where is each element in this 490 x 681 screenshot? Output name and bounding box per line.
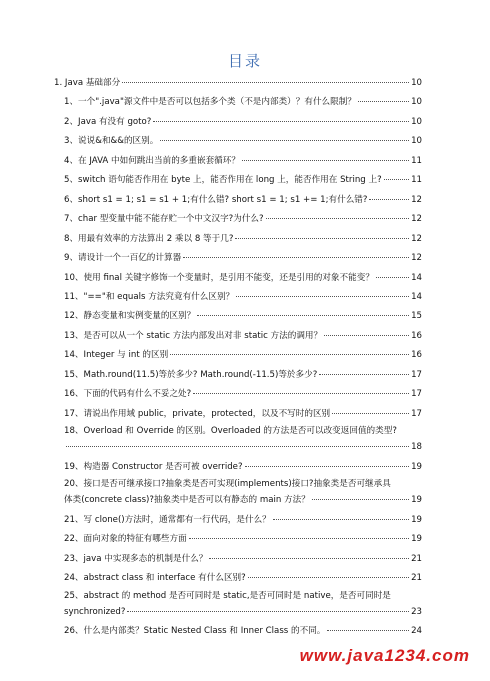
toc-leader-dots [369,189,409,200]
toc-leader-dots [358,91,409,102]
toc-leader-dots [327,620,409,631]
toc-entry-page: 24 [411,626,422,637]
toc-entry-title: 18、Overload 和 Override 的区别。Overloaded 的方法是否可以改变返回值的类型? [64,426,397,437]
toc-title: 目录 [227,52,262,70]
toc-entry-page: 10 [411,116,422,127]
toc-entry-page: 10 [411,97,422,108]
toc-entry-title: 6、short s1 = 1; s1 = s1 + 1;有什么错? short s1 = 1; s1 += 1;有什么错? [64,194,368,205]
toc-entry[interactable] [0,622,490,636]
toc-entry-title: 1、一个".java"源文件中是否可以包括多个类（不是内部类）？有什么限制？ [64,97,356,108]
toc-entry[interactable] [0,93,490,107]
toc-entry-continuation-line[interactable] [0,603,490,617]
toc-entry-title: 11、"=="和 equals 方法究竟有什么区别？ [64,291,235,302]
toc-entry-page: 19 [411,514,422,525]
toc-entry-title: 14、Integer 与 int 的区别 [64,350,169,361]
toc-entry[interactable] [0,191,490,205]
toc-entry[interactable] [0,346,490,360]
toc-entry-page: 21 [411,573,422,584]
toc-entry[interactable] [0,530,490,544]
toc-leader-dots [170,344,409,355]
toc-entry-title: 16、下面的代码有什么不妥之处? [64,389,192,400]
toc-entry-continuation-line[interactable] [0,438,490,452]
toc-entry[interactable] [0,132,490,146]
toc-entry[interactable] [0,458,490,472]
toc-leader-dots [266,208,409,219]
toc-leader-dots [209,548,409,559]
toc-entry[interactable] [0,288,490,302]
toc-entry[interactable] [0,74,490,88]
toc-entry[interactable] [0,210,490,224]
toc-entry-title: 20、接口是否可继承接口?抽象类是否可实现(implements)接口?抽象类是否可继承具 [64,479,391,490]
toc-leader-dots [245,456,410,467]
watermark: www.java1234.com [299,646,470,665]
toc-entry-title: 17、请说出作用域 public，private，protected，以及不写时的区别 [64,408,331,419]
toc-entry-title: 22、面向对象的特征有哪些方面 [64,534,187,545]
toc-entry[interactable] [0,152,490,166]
toc-entry-title: 4、在 JAVA 中如何跳出当前的多重嵌套循环？ [64,155,240,166]
toc-entry-title: 13、是否可以从一个 static 方法内部发出对非 static 方法的调用？ [64,330,323,341]
toc-entry-continuation: 体类(concrete class)?抽象类中是否可以有静态的 main 方法？ [64,495,310,506]
toc-entry[interactable] [0,550,490,564]
toc-entry-page: 14 [411,291,422,302]
toc-entry-title: 1. Java 基础部分 [54,78,121,88]
toc-leader-dots [242,150,409,161]
toc-entry[interactable] [0,366,490,380]
toc-entry-title: 21、写 clone()方法时，通常都有一行代码，是什么？ [64,514,271,525]
toc-entry[interactable] [0,307,490,321]
toc-entry[interactable] [0,477,490,491]
toc-leader-dots [189,528,409,539]
toc-entry[interactable] [0,171,490,185]
toc-leader-dots [376,267,409,278]
toc-entry-title: 9、请设计一个一百亿的计算器 [64,253,182,264]
toc-entry-title: 24、abstract class 和 interface 有什么区别? [64,573,246,584]
toc-entry[interactable] [0,569,490,583]
toc-leader-dots [332,403,409,414]
toc-entry-page: 10 [411,136,422,147]
toc-leader-dots [319,364,409,375]
toc-leader-dots [66,436,409,447]
toc-entry-title: 10、使用 final 关键字修饰一个变量时，是引用不能变，还是引用的对象不能变？ [64,272,374,283]
toc-entry[interactable] [0,230,490,244]
toc-leader-dots [183,247,409,258]
toc-leader-dots [122,72,409,83]
toc-entry-title: 8、用最有效率的方法算出 2 乘以 8 等于几? [64,233,234,244]
toc-entry-page: 23 [411,606,422,617]
toc-leader-dots [127,601,409,612]
toc-leader-dots [160,130,409,141]
toc-entry[interactable] [0,511,490,525]
toc-entry[interactable] [0,249,490,263]
toc-entry[interactable] [0,113,490,127]
toc-entry[interactable] [0,405,490,419]
toc-leader-dots [235,228,409,239]
toc-entry-title: 5、switch 语句能否作用在 byte 上，能否作用在 long 上，能否作用在 String 上? [64,175,382,186]
toc-leader-dots [236,286,409,297]
toc-leader-dots [153,111,409,122]
toc-entry-page: 17 [411,369,422,380]
toc-entry-page: 16 [411,350,422,361]
toc-entry-page: 10 [411,78,422,88]
toc-entry[interactable] [0,269,490,283]
toc-entry-page: 19 [411,461,422,472]
toc-leader-dots [312,489,409,500]
toc-leader-dots [273,509,409,520]
toc-entry-continuation: synchronized? [64,606,126,617]
toc-leader-dots [324,325,409,336]
toc-entry-title: 2、Java 有没有 goto? [64,116,152,127]
toc-entry-title: 19、构造器 Constructor 是否可被 override? [64,461,243,472]
toc-entry-page: 12 [411,214,422,225]
toc-entry-title: 15、Math.round(11.5)等於多少? Math.round(-11.5)等於多少? [64,369,318,380]
toc-entry-page: 17 [411,408,422,419]
toc-leader-dots [197,305,409,316]
toc-entry-page: 15 [411,311,422,322]
toc-leader-dots [193,383,409,394]
toc-entry-page: 11 [411,155,422,166]
toc-leader-dots [384,169,409,180]
toc-entry-page: 12 [411,233,422,244]
toc-entry-title: 7、char 型变量中能不能存贮一个中文汉字?为什么? [64,214,264,225]
toc-entry-title: 23、java 中实现多态的机制是什么？ [64,553,208,564]
toc-entry-page: 19 [411,534,422,545]
toc-entry[interactable] [0,327,490,341]
toc-entry-title: 3、说说&和&&的区别。 [64,136,159,147]
toc-entry-page: 18 [411,442,422,453]
toc-entry-continuation-line[interactable] [0,491,490,505]
toc-entry-title: 26、什么是内部类？Static Nested Class 和 Inner Class 的不同。 [64,626,326,637]
toc-entry-page: 19 [411,495,422,506]
toc-entry-page: 12 [411,194,422,205]
toc-entry-title: 25、abstract 的 method 是否可同时是 static,是否可同时是 native，是否可同时是 [64,590,391,601]
toc-entry[interactable] [0,385,490,399]
toc-entry-page: 11 [411,175,422,186]
toc-entry-page: 12 [411,253,422,264]
toc-entry-page: 16 [411,330,422,341]
toc-entry-page: 14 [411,272,422,283]
toc-leader-dots [248,567,409,578]
toc-entry-title: 12、静态变量和实例变量的区别？ [64,311,196,322]
toc-entry-page: 21 [411,553,422,564]
toc-entry-page: 17 [411,389,422,400]
